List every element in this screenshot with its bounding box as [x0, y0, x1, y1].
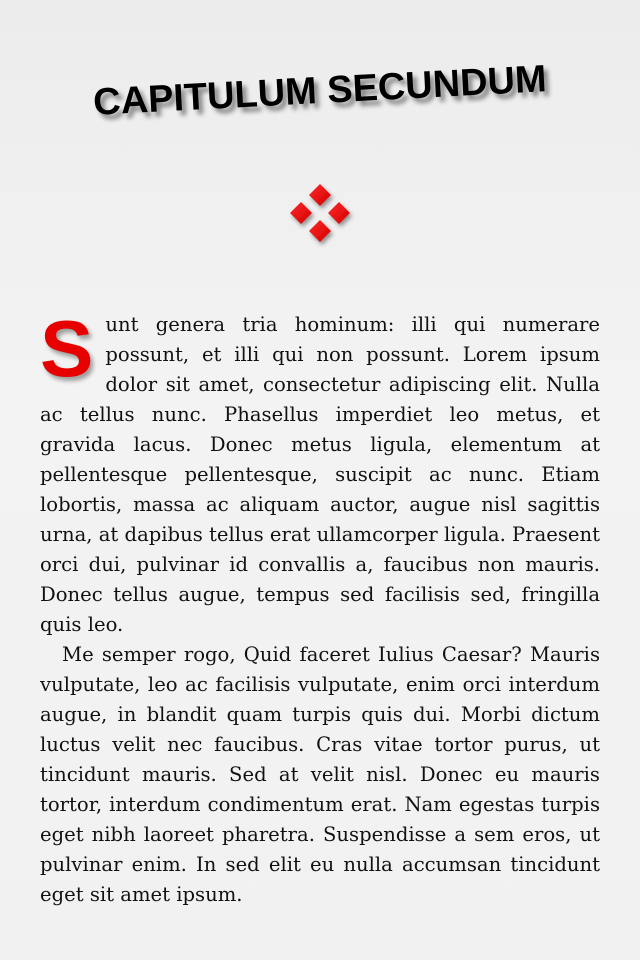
red-diamond-ornament-icon [283, 180, 359, 252]
chapter-header [40, 58, 600, 124]
chapter-title: CAPITULUM SECUNDUM [92, 58, 548, 124]
drop-cap: S [40, 310, 94, 393]
paragraph-1 [40, 310, 600, 640]
chapter-body [40, 310, 600, 910]
paragraph-1-text: unt genera tria hominum: illi qui numerare possunt, et illi qui non possunt. Lorem ipsum dolor sit amet, consectetur adipiscing elit. Nulla ac tellus nunc. Phasellus imperdiet leo metus, et gravida lacus. Donec metus ligula, elementum at pellentesque pellentesque, suscipit ac nunc. Etiam lobortis, massa ac aliquam auctor, augue nisl sagittis urna, at dapibus tellus erat ullamcorper ligula. Praesent orci dui, pulvinar id convallis a, faucibus non mauris. Donec tellus augue, tempus sed facilisis sed, fringilla quis leo. [40, 313, 600, 636]
paragraph-2: Me semper rogo, Quid faceret Iulius Caesar? Mauris vulputate, leo ac facilisis vulputate, enim orci interdum augue, in blandit quam turpis quis dui. Morbi dictum luctus velit nec faucibus. Cras vitae tortor purus, ut tincidunt mauris. Sed at velit nisl. Donec eu mauris tortor, interdum condimentum erat. Nam egestas turpis eget nibh laoreet pharetra. Suspendisse a sem eros, ut pulvinar enim. In sed elit eu nulla accumsan tincidunt eget sit amet ipsum. [40, 643, 600, 906]
